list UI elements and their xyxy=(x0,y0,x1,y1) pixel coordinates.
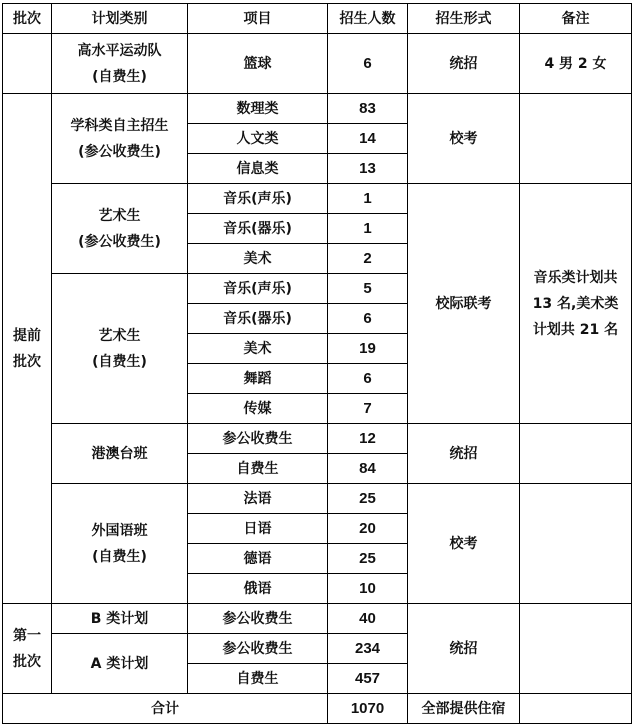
count-cell: 84 xyxy=(328,454,408,484)
count-cell: 83 xyxy=(328,94,408,124)
plan-type-cell: A 类计划 xyxy=(52,634,188,694)
item-cell: 人文类 xyxy=(188,124,328,154)
plan-type-cell: 高水平运动队 (自费生) xyxy=(52,34,188,94)
plan-type-cell: B 类计划 xyxy=(52,604,188,634)
total-note-empty xyxy=(520,694,632,724)
form-cell: 统招 xyxy=(408,424,520,484)
item-cell: 信息类 xyxy=(188,154,328,184)
item-cell: 参公收费生 xyxy=(188,604,328,634)
form-cell: 校际联考 xyxy=(408,184,520,424)
table-row xyxy=(3,424,632,454)
table-row xyxy=(3,34,632,94)
item-cell: 音乐(器乐) xyxy=(188,214,328,244)
total-label: 合计 xyxy=(3,694,328,724)
form-cell: 校考 xyxy=(408,484,520,604)
plan-type-cell: 外国语班 (自费生) xyxy=(52,484,188,604)
item-cell: 日语 xyxy=(188,514,328,544)
count-cell: 6 xyxy=(328,364,408,394)
item-cell: 美术 xyxy=(188,334,328,364)
item-cell: 参公收费生 xyxy=(188,634,328,664)
item-cell: 舞蹈 xyxy=(188,364,328,394)
item-cell: 参公收费生 xyxy=(188,424,328,454)
item-cell: 音乐(器乐) xyxy=(188,304,328,334)
header-row xyxy=(3,4,632,34)
header-count: 招生人数 xyxy=(328,4,408,34)
count-cell: 19 xyxy=(328,334,408,364)
count-cell: 457 xyxy=(328,664,408,694)
plan-type-cell: 艺术生 (自费生) xyxy=(52,274,188,424)
note-cell-empty xyxy=(520,424,632,484)
plan-type-cell: 艺术生 (参公收费生) xyxy=(52,184,188,274)
count-cell: 25 xyxy=(328,484,408,514)
count-cell: 1 xyxy=(328,184,408,214)
item-cell: 传媒 xyxy=(188,394,328,424)
item-cell: 自费生 xyxy=(188,664,328,694)
admission-plan-table xyxy=(2,3,632,724)
header-note: 备注 xyxy=(520,4,632,34)
count-cell: 5 xyxy=(328,274,408,304)
count-cell: 20 xyxy=(328,514,408,544)
form-cell: 校考 xyxy=(408,94,520,184)
header-item: 项目 xyxy=(188,4,328,34)
count-cell: 12 xyxy=(328,424,408,454)
note-cell-empty xyxy=(520,94,632,184)
form-cell: 统招 xyxy=(408,34,520,94)
header-form: 招生形式 xyxy=(408,4,520,34)
total-row xyxy=(3,694,632,724)
item-cell: 俄语 xyxy=(188,574,328,604)
note-cell: 4 男 2 女 xyxy=(520,34,632,94)
item-cell: 数理类 xyxy=(188,94,328,124)
plan-type-cell: 港澳台班 xyxy=(52,424,188,484)
batch-cell-early: 提前 批次 xyxy=(3,94,52,604)
header-batch: 批次 xyxy=(3,4,52,34)
count-cell: 13 xyxy=(328,154,408,184)
header-plan-type: 计划类别 xyxy=(52,4,188,34)
item-cell: 美术 xyxy=(188,244,328,274)
item-cell: 篮球 xyxy=(188,34,328,94)
item-cell: 音乐(声乐) xyxy=(188,274,328,304)
batch-cell-first: 第一 批次 xyxy=(3,604,52,694)
table-row xyxy=(3,94,632,124)
item-cell: 德语 xyxy=(188,544,328,574)
note-cell-empty xyxy=(520,484,632,604)
total-count: 1070 xyxy=(328,694,408,724)
note-cell: 音乐类计划共 13 名,美术类 计划共 21 名 xyxy=(520,184,632,424)
item-cell: 音乐(声乐) xyxy=(188,184,328,214)
item-cell: 自费生 xyxy=(188,454,328,484)
table-row xyxy=(3,604,632,634)
count-cell: 234 xyxy=(328,634,408,664)
table-row xyxy=(3,184,632,214)
count-cell: 2 xyxy=(328,244,408,274)
count-cell: 25 xyxy=(328,544,408,574)
item-cell: 法语 xyxy=(188,484,328,514)
count-cell: 1 xyxy=(328,214,408,244)
batch-cell-empty xyxy=(3,34,52,94)
note-cell-empty xyxy=(520,604,632,694)
table-row xyxy=(3,484,632,514)
count-cell: 6 xyxy=(328,34,408,94)
count-cell: 7 xyxy=(328,394,408,424)
count-cell: 14 xyxy=(328,124,408,154)
plan-type-cell: 学科类自主招生 (参公收费生) xyxy=(52,94,188,184)
count-cell: 6 xyxy=(328,304,408,334)
count-cell: 10 xyxy=(328,574,408,604)
count-cell: 40 xyxy=(328,604,408,634)
total-form: 全部提供住宿 xyxy=(408,694,520,724)
form-cell: 统招 xyxy=(408,604,520,694)
